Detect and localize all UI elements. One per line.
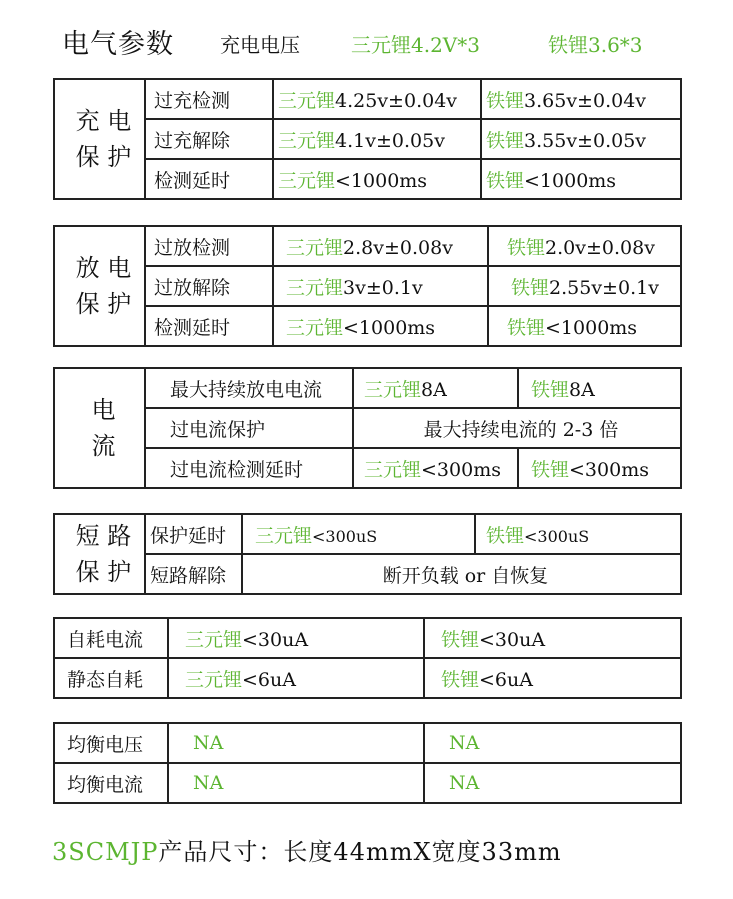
- param-label: 静态自耗: [54, 658, 168, 698]
- table-row: [54, 514, 681, 554]
- lfp-value: 铁锂<300uS: [475, 514, 681, 554]
- param-label: 最大持续放电电流: [145, 368, 353, 408]
- discharge-protection-table: [53, 225, 682, 347]
- lfp-value: NA: [424, 723, 681, 763]
- charge-voltage-label: 充电电压: [220, 33, 300, 57]
- param-label: 过充解除: [145, 119, 273, 159]
- table-row: [54, 159, 681, 199]
- short-circuit-label: 短 路 保 护: [54, 514, 145, 594]
- lfp-value: 铁锂<6uA: [424, 658, 681, 698]
- charge-voltage-lfp: 铁锂3.6*3: [548, 33, 643, 57]
- table-row: [54, 226, 681, 266]
- short-circuit-table: [53, 513, 682, 595]
- ncm-value: 三元锂<6uA: [168, 658, 424, 698]
- param-label: 过放检测: [145, 226, 273, 266]
- param-label: 检测延时: [145, 159, 273, 199]
- ncm-value: NA: [168, 763, 424, 803]
- table-row: [54, 658, 681, 698]
- param-label: 过电流保护: [145, 408, 353, 448]
- discharge-protection-label: 放 电 保 护: [54, 226, 145, 346]
- current-label: 电 流: [54, 368, 145, 488]
- param-label: 检测延时: [145, 306, 273, 346]
- param-label: 过放解除: [145, 266, 273, 306]
- table-row: [54, 119, 681, 159]
- lfp-value: 铁锂2.0v±0.08v: [488, 226, 681, 266]
- lfp-value: 铁锂2.55v±0.1v: [488, 266, 681, 306]
- page-title: 电气参数: [62, 29, 174, 60]
- param-label: 均衡电流: [54, 763, 168, 803]
- table-row: [54, 554, 681, 594]
- charge-protection-table: [53, 78, 682, 200]
- ncm-value: 三元锂<300uS: [242, 514, 475, 554]
- param-label: 短路解除: [145, 554, 242, 594]
- table-row: [54, 763, 681, 803]
- param-label: 保护延时: [145, 514, 242, 554]
- ncm-value: 三元锂2.8v±0.08v: [273, 226, 488, 266]
- param-label: 自耗电流: [54, 618, 168, 658]
- ncm-value: 三元锂<300ms: [353, 448, 518, 488]
- ncm-value: 三元锂8A: [353, 368, 518, 408]
- overcurrent-value: 最大持续电流的 2-3 倍: [353, 408, 681, 448]
- table-row: [54, 306, 681, 346]
- param-label: 均衡电压: [54, 723, 168, 763]
- lfp-value: 铁锂<30uA: [424, 618, 681, 658]
- table-row: [54, 408, 681, 448]
- lfp-value: 铁锂8A: [518, 368, 681, 408]
- ncm-value: 三元锂<1000ms: [273, 306, 488, 346]
- ncm-value: 三元锂4.25v±0.04v: [273, 79, 481, 119]
- lfp-value: NA: [424, 763, 681, 803]
- header: [0, 0, 733, 70]
- lfp-value: 铁锂<1000ms: [481, 159, 681, 199]
- table-row: [54, 79, 681, 119]
- table-row: [54, 266, 681, 306]
- model-code: 3SCMJP: [52, 838, 159, 866]
- size-text: 产品尺寸：长度44mmX宽度33mm: [158, 838, 562, 866]
- table-row: [54, 368, 681, 408]
- lfp-value: 铁锂<300ms: [518, 448, 681, 488]
- table-row: [54, 618, 681, 658]
- ncm-value: 三元锂4.1v±0.05v: [273, 119, 481, 159]
- lfp-value: 铁锂3.55v±0.05v: [481, 119, 681, 159]
- lfp-value: 铁锂<1000ms: [488, 306, 681, 346]
- charge-voltage-ncm: 三元锂4.2V*3: [351, 33, 480, 57]
- short-release-value: 断开负载 or 自恢复: [242, 554, 681, 594]
- table-row: [54, 723, 681, 763]
- param-label: 过充检测: [145, 79, 273, 119]
- ncm-value: 三元锂3v±0.1v: [273, 266, 488, 306]
- param-label: 过电流检测延时: [145, 448, 353, 488]
- ncm-value: NA: [168, 723, 424, 763]
- current-table: [53, 367, 682, 489]
- lfp-value: 铁锂3.65v±0.04v: [481, 79, 681, 119]
- balance-table: [53, 722, 682, 804]
- ncm-value: 三元锂<30uA: [168, 618, 424, 658]
- self-consumption-table: [53, 617, 682, 699]
- product-size: [52, 832, 562, 867]
- table-row: [54, 448, 681, 488]
- charge-protection-label: 充 电 保 护: [54, 79, 145, 199]
- ncm-value: 三元锂<1000ms: [273, 159, 481, 199]
